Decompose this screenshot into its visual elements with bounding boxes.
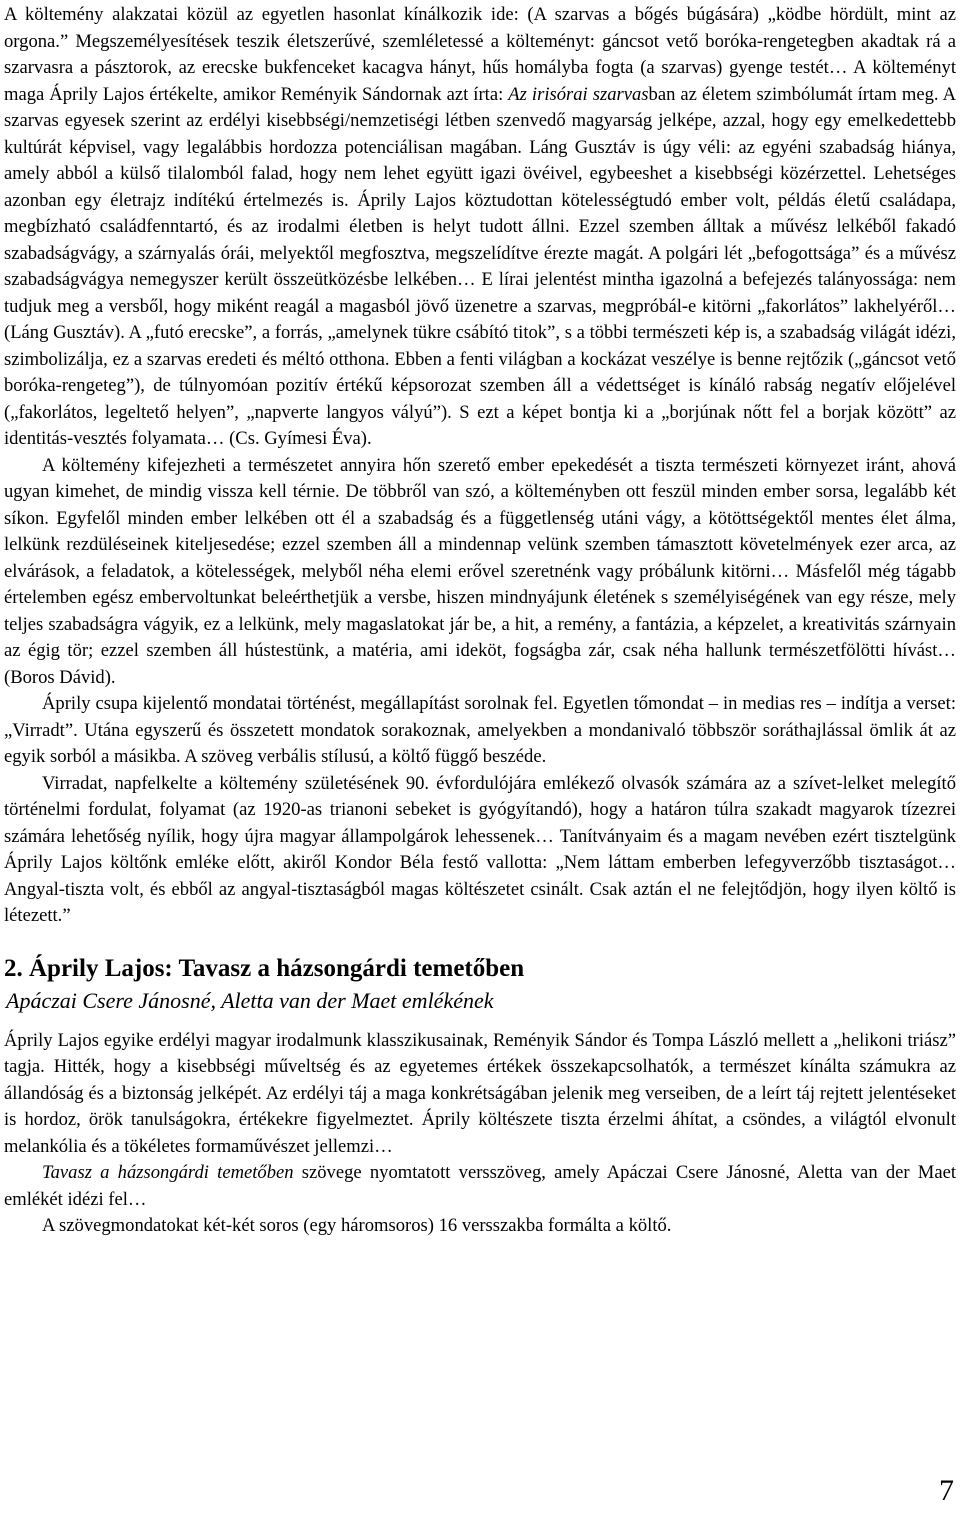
dedication-subtitle: Apáczai Csere Jánosné, Aletta van der Maet emlékének [6,987,494,1013]
paragraph-structure: A szövegmondatokat két-két soros (egy háromsoros) 16 versszakba formálta a költő. [42,1215,672,1236]
paragraph-style: Áprily csupa kijelentő mondatai történést, megállapítást sorolnak fel. Egyetlen tőmondat – in medias res – indítja a verset: „Virradt”. Utána egyszerű és összetett mondatok sorakoznak, amelyekben a mondanivaló többször soráthajlással ömlik át az egyik sorból a másikba. A szöveg verbális stílusú, a költő függő beszéde. [4,693,956,767]
poem-title-italic: Tavasz a házsongárdi temetőben [42,1162,294,1183]
paragraph-symbolism [4,2,956,453]
section-irisorai-szarvas-analysis [4,2,956,930]
section-heading: 2. Áprily Lajos: Tavasz a házsongárdi temetőben [4,954,525,982]
paragraph-introduction: Áprily Lajos egyike erdélyi magyar irodalmunk klasszikusainak, Reményik Sándor és Tompa László mellett a „helikoni triász” tagja. Hitték, hogy a kisebbségi műveltség és az egyetemes értékek összekapcsolhatók, a természet kínálta számukra az állandóság és a biztonság jelképét. Az erdélyi táj a maga konkrétságában jelenik meg verseiben, de a leírt táj rejtett jelentéseket is hordoz, örök tanulságokra, értékekre figyelmeztet. Áprily költészete tiszta érzelmi áhítat, a csöndes, a világtól elvonult melankólia és a tökéletes formaművészet jellemzi… [4,1029,956,1157]
paragraph-text: A költemény alakzatai közül az egyetlen hasonlat kínálkozik ide: (A szarvas a bőgés búgására) „ködbe hördült, mint az orgona.” Megszemélyesítések teszik életszerűvé, szemléletessé a költeményt: gáncsot vető boróka-rengetegben akadtak rá a szarvasra a pásztorok, az erecske bukfenceket kacagva hányt, hűs homályba fogta (a szarvas) gyenge testét… A költeményt maga Áprily Lajos értékelte, amikor Reményik Sándornak azt írta: [4,4,956,105]
paragraph-text: ban az életem szimbólumát írtam meg. A szarvas egyesek szerint az erdélyi kisebbségi/nemzetiségi létben szenvedő magyarság jelképe, azzal, hogy egy emelkedettebb kultúrát képvisel, vagy legalábbis hordozza potenciálisan magában. Láng Gusztáv is úgy véli: az egyéni szabadság hiánya, amely abból a külső tilalomból falad, hogy nem lehet együtt igazi övéivel, egybeeshet a kisebbségi közérzettel. Lehetséges azonban egy életrajz indítékú értelmezés is. Áprily Lajos köztudottan kötelességtudó ember volt, példás életű családapa, megbízható családfenntartó, és az irodalmi életben is helyt tudott állni. Ezzel szemben álltak a művész lelkéből fakadó szabadságvágy, a szárnyalás órái, melyektől megfosztva, megszelídítve érezte magát. A polgári lét „befogottsága” és a művész szabadságvágya nemegyszer került összeütközésbe lelkében… E lírai jelentést mintha igazolná a befejezés talányossága: nem tudjuk meg a versből, hogy miként reagál a magasból jövő üzenetre a szarvas, megpróbál-e kitörni „fakorlátos” lakhelyéről… (Láng Gusztáv). A „futó erecske”, a forrás, „amelynek tükre csábító titok”, s a többi természeti kép is, a szabadság világát idézi, szimbolizálja, ez a szarvas eredeti és méltó otthona. Ebben a fenti világban a kockázat veszélye is benne rejtőzik („gáncsot vető boróka-rengeteg”), de túlnyomóan pozitív értékű képsorozat szemben áll a védettséget is kínáló rabság negatív előjelével („fakorlátos, legeltető helyen”, „napverte langyos vályú”). S ezt a képet bontja ki a „borjúnak nőtt fel a borjak között” az identitás-vesztés folyamata… (Cs. Gyímesi Éva). [4,83,956,449]
paragraph-interpretation: A költemény kifejezheti a természetet annyira hőn szerető ember epekedését a tiszta természeti környezet iránt, ahová ugyan kimehet, de mindig vissza kell térnie. De többről van szó, a költeményben ott feszül minden ember sorsa, legalább két síkon. Egyfelől minden ember lelkében ott él a szabadság és a függetlenség utáni vágy, a kötöttségektől mentes élet álma, lelkünk rezdüléseinek kiteljesedése; ezzel szemben áll a mindennap velünk szemben támasztott követelmények ezer arca, az elvárások, a feladatok, a kötelességek, melyből néha elemi erővel szeretnénk vagy próbálunk kitörni… Másfelől még tágabb értelemben egész embervoltunkat beleérthetjük a versbe, hiszen mindnyájunk életének s személyiségének van egy része, mely teljes szabadságra vágyik, ez a lelkünk, mely magaslatokat jár be, a hit, a remény, a fantázia, a képzelet, a kreativitás szárnyain az égig tör; ezzel szemben áll hústestünk, a matéria, ami ideköt, fogságba zár, csak néha hallunk természetfölötti hívást…(Boros Dávid). [4,454,956,688]
poem-title-italic: Az irisórai szarvas [508,83,649,105]
paragraph-text-description [4,1160,956,1213]
page-number: 7 [939,1474,954,1507]
paragraph-text: szövege nyomtatott versszöveg, amely Apáczai Csere Jánosné, Aletta van der Maet emlékét idézi fel… [4,1162,956,1210]
paragraph-tribute: Virradat, napfelkelte a költemény születésének 90. évfordulójára emlékező olvasók számára az a szívet-lelket melegítő történelmi fordulat, folyamat (az 1920-as trianoni sebeket is gyógyítandó), hogy a határon túlra szakadt magyarok tízezrei számára lehetőség nyílik, hogy újra magyar állampolgárok lehessenek… Tanítványaim és a magam nevében ezért tisztelgünk Áprily Lajos költőnk emléke előtt, akiről Kondor Béla festő vallotta: „Nem láttam emberben lefegyverzőbb tisztaságot… Angyal-tiszta volt, és ebből az angyal-tisztaságból magas költészetet csinált. Csak aztán el ne felejtődjön, hogy ilyen költő is létezett.” [4,772,956,926]
document-page [4,2,956,1240]
section-tavasz-hazsongardi [4,952,956,1240]
